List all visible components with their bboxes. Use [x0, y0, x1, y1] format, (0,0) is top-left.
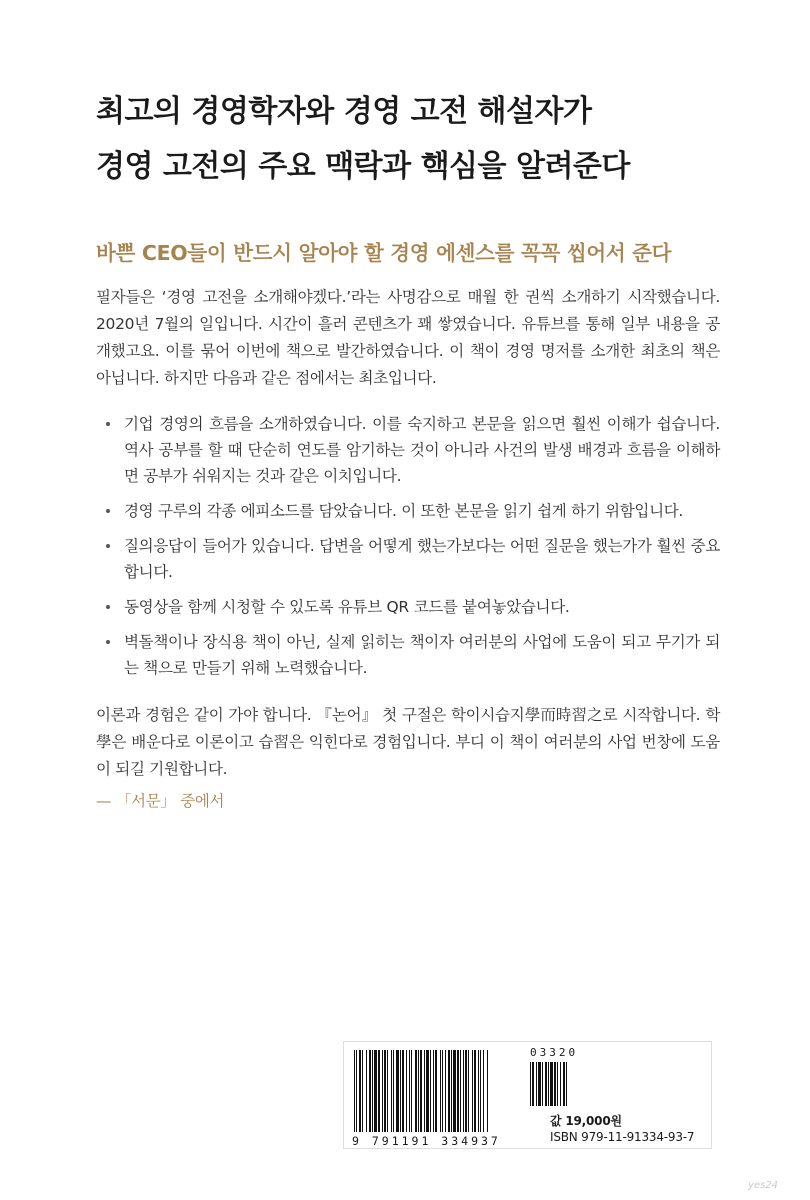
barcode-block — [343, 1041, 712, 1149]
list-item-text: 벽돌책이나 장식용 책이 아닌, 실제 읽히는 책이자 여러분의 사업에 도움이 되고 무기가 되는 책으로 만들기 위해 노력했습니다. — [124, 633, 720, 677]
isbn-barcode — [354, 1050, 526, 1132]
addon-barcode — [530, 1062, 582, 1106]
bullet-dot-icon — [106, 640, 110, 644]
headline — [96, 84, 736, 194]
list-item-text: 경영 구루의 각종 에피소드를 담았습니다. 이 또한 본문을 읽기 쉽게 하기 위함입니다. — [124, 502, 684, 520]
bullet-dot-icon — [106, 544, 110, 548]
intro-paragraph: 필자들은 ‘경영 고전을 소개해야겠다.’라는 사명감으로 매월 한 권씩 소개하기 시작했습니다. 2020년 7월의 일입니다. 시간이 흘러 콘텐츠가 꽤 쌓였습니다. 유튜브를 통해 일부 내용을 공개했고요. 이를 묶어 이번에 책으로 발간하였습니다. 이 책이 경영 명저를 소개한 최초의 책은 아닙니다. 하지만 다음과 같은 점에서는 최초입니다. — [96, 288, 720, 387]
source-attribution: — 「서문」 중에서 — [96, 792, 225, 810]
list-item — [96, 594, 720, 620]
isbn-label: ISBN 979-11-91334-93-7 — [550, 1130, 695, 1144]
headline-line-2: 경영 고전의 주요 맥락과 핵심을 알려준다 — [96, 149, 630, 184]
list-item — [96, 629, 720, 681]
price-label: 값 19,000원 — [550, 1114, 622, 1128]
list-item — [96, 411, 720, 489]
bullet-dot-icon — [106, 422, 110, 426]
watermark-logo: yes24 — [748, 1180, 779, 1191]
list-item — [96, 533, 720, 585]
headline-line-1: 최고의 경영학자와 경영 고전 해설자가 — [96, 94, 592, 129]
bullet-dot-icon — [106, 509, 110, 513]
bullet-dot-icon — [106, 605, 110, 609]
list-item — [96, 498, 720, 524]
addon-digits: 03320 — [530, 1046, 579, 1059]
list-item-text: 질의응답이 들어가 있습니다. 답변을 어떻게 했는가보다는 어떤 질문을 했는가가 훨씬 중요합니다. — [124, 537, 720, 581]
list-item-text: 기업 경영의 흐름을 소개하였습니다. 이를 숙지하고 본문을 읽으면 훨씬 이해가 쉽습니다. 역사 공부를 할 때 단순히 연도를 암기하는 것이 아니라 사건의 발생 배경과 흐름을 이해하면 공부가 쉬워지는 것과 같은 이치입니다. — [124, 415, 720, 485]
feature-list — [96, 411, 720, 690]
list-item-text: 동영상을 함께 시청할 수 있도록 유튜브 QR 코드를 붙여놓았습니다. — [124, 598, 570, 616]
subheading: 바쁜 CEO들이 반드시 알아야 할 경영 에센스를 꼭꼭 씹어서 준다 — [96, 241, 672, 265]
closing-paragraph: 이론과 경험은 같이 가야 합니다. 『논어』 첫 구절은 학이시습지學而時習之로 시작합니다. 학學은 배운다로 이론이고 습習은 익힌다로 경험입니다. 부디 이 책이 여러분의 사업 번창에 도움이 되길 기원합니다. — [96, 706, 720, 778]
barcode-digits: 9 791191 334937 — [352, 1134, 501, 1148]
